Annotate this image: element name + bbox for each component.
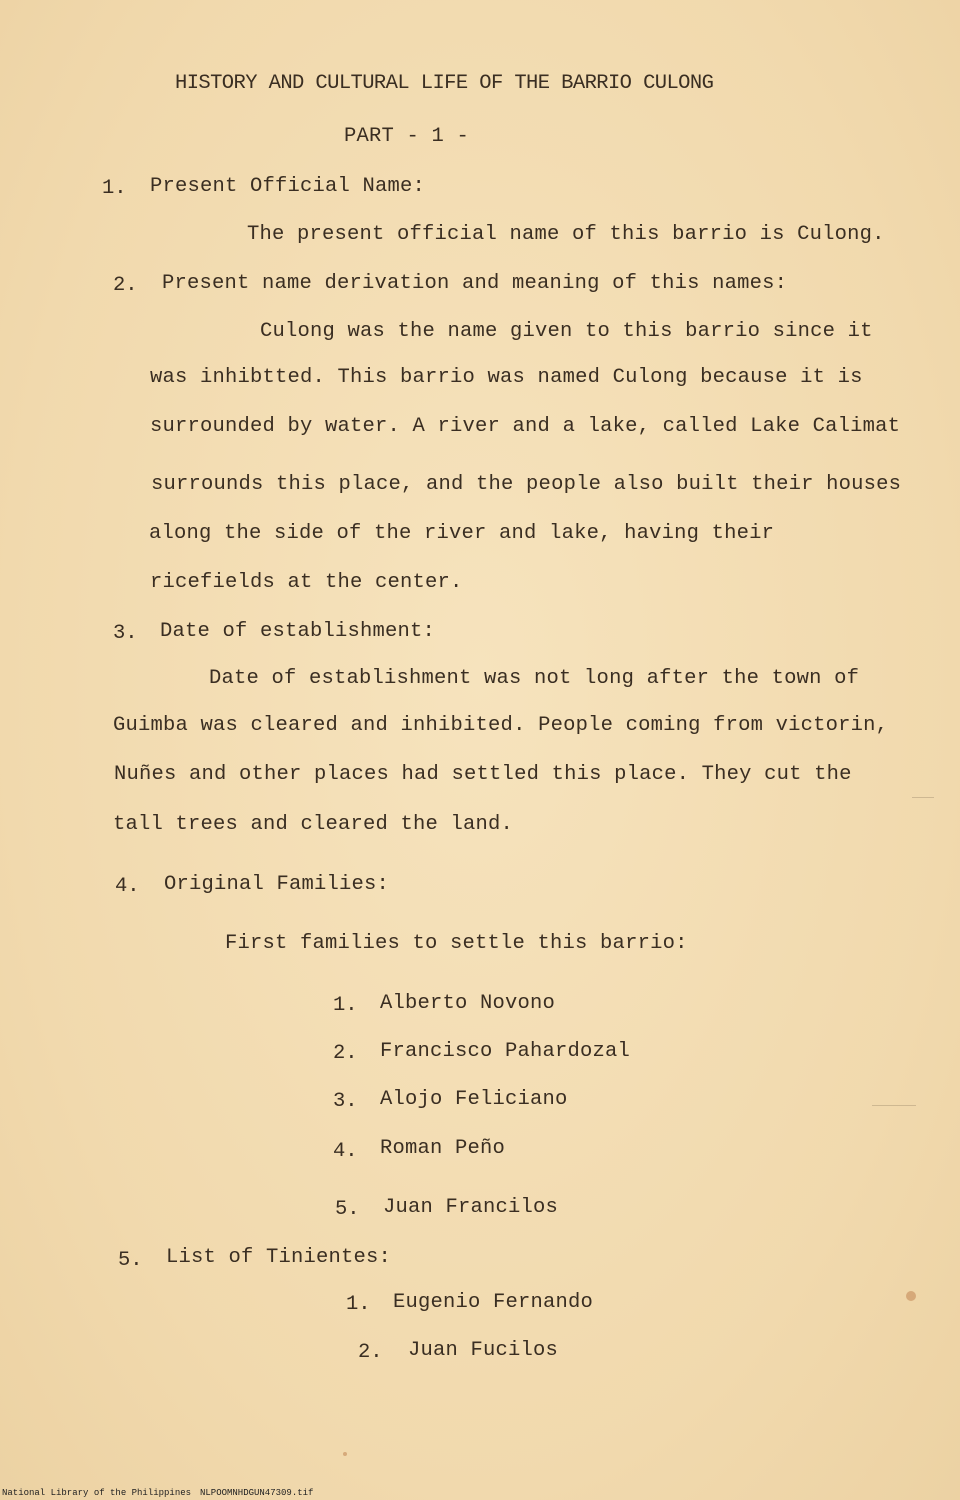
section-1-heading: Present Official Name:	[150, 175, 426, 198]
family-name: Alberto Novono	[380, 992, 556, 1015]
section-3-line: tall trees and cleared the land.	[113, 813, 514, 836]
section-4-intro: First families to settle this barrio:	[225, 932, 688, 955]
family-number: 4.	[333, 1140, 358, 1163]
section-2-line: Culong was the name given to this barrio since it	[260, 320, 873, 343]
family-number: 3.	[333, 1090, 358, 1113]
section-3-heading: Date of establishment:	[160, 620, 436, 643]
paper-speck	[343, 1452, 347, 1456]
section-1-text: The present official name of this barrio is Culong.	[247, 223, 885, 246]
family-name: Roman Peño	[380, 1137, 506, 1160]
section-4-number: 4.	[115, 875, 140, 898]
section-2-heading: Present name derivation and meaning of this names:	[162, 272, 788, 295]
section-2-number: 2.	[113, 274, 138, 297]
family-name: Alojo Feliciano	[380, 1088, 568, 1111]
section-5-number: 5.	[118, 1249, 143, 1272]
family-number: 5.	[335, 1198, 360, 1221]
section-1-number: 1.	[102, 177, 127, 200]
paper-crease-mark	[912, 797, 934, 798]
footer-library: National Library of the Philippines	[2, 1488, 192, 1498]
family-number: 1.	[333, 994, 358, 1017]
section-3-line: Date of establishment was not long after the town of	[209, 667, 860, 690]
teniente-name: Eugenio Fernando	[393, 1291, 594, 1314]
section-2-line: ricefields at the center.	[150, 571, 463, 594]
section-3-number: 3.	[113, 622, 138, 645]
section-2-line: surrounds this place, and the people also built their houses	[151, 473, 902, 496]
section-3-line: Nuñes and other places had settled this place. They cut the	[114, 763, 852, 786]
section-2-line: was inhibtted. This barrio was named Culong because it is	[150, 366, 863, 389]
family-number: 2.	[333, 1042, 358, 1065]
paper-stain	[906, 1291, 916, 1301]
section-5-heading: List of Tinientes:	[166, 1246, 392, 1269]
section-2-line: along the side of the river and lake, having their	[149, 522, 775, 545]
teniente-name: Juan Fucilos	[408, 1339, 559, 1362]
teniente-number: 1.	[346, 1293, 371, 1316]
family-name: Juan Francilos	[383, 1196, 559, 1219]
paper-crease-mark	[872, 1105, 916, 1106]
footer-file: NLPOOMNHDGUN47309.tif	[200, 1488, 314, 1498]
teniente-number: 2.	[358, 1341, 383, 1364]
section-2-line: surrounded by water. A river and a lake, called Lake Calimat	[150, 415, 901, 438]
section-3-line: Guimba was cleared and inhibited. People coming from victorin,	[113, 714, 889, 737]
section-4-heading: Original Families:	[164, 873, 390, 896]
part-label: PART - 1 -	[344, 125, 470, 148]
document-title: HISTORY AND CULTURAL LIFE OF THE BARRIO CULONG	[175, 72, 714, 95]
family-name: Francisco Pahardozal	[380, 1040, 631, 1063]
